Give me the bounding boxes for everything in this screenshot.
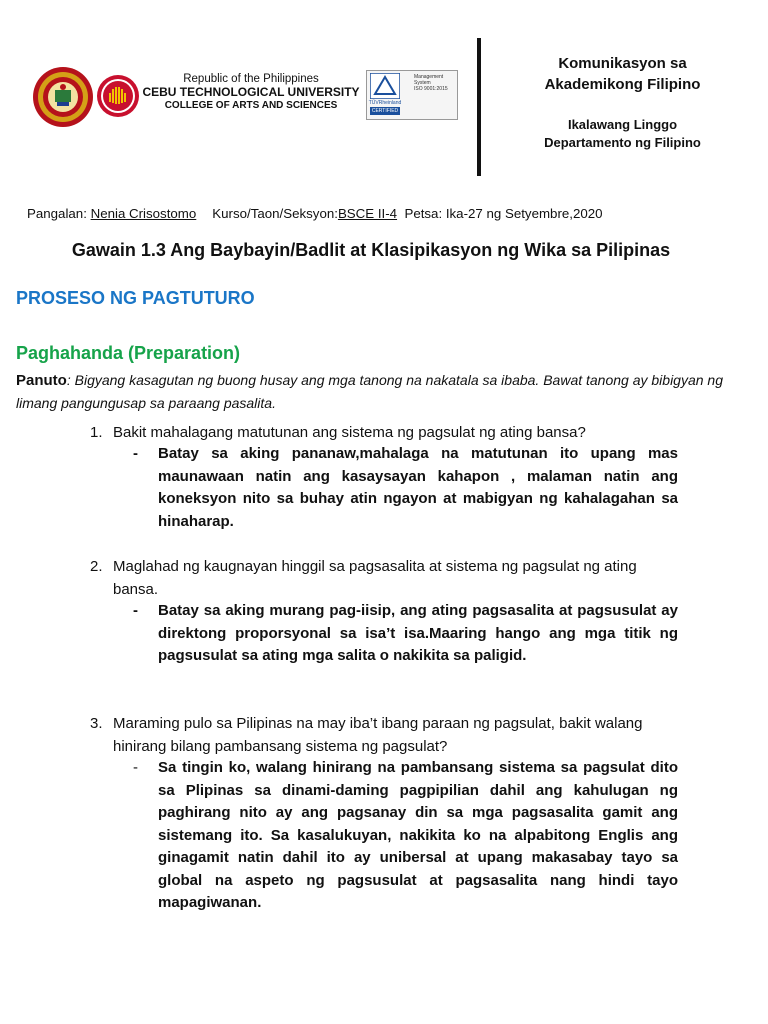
asean-logo-icon: [96, 74, 140, 118]
section-heading: PROSESO NG PAGTUTURO: [16, 288, 255, 308]
answer-bullet: -: [133, 759, 138, 776]
week-department: [500, 116, 745, 152]
cert-brand: TÜVRheinland: [368, 100, 402, 106]
course-title-line-2: Akademikong Filipino: [544, 76, 701, 93]
sub-heading: Paghahanda (Preparation): [16, 343, 241, 363]
answer-bullet: -: [133, 445, 138, 462]
activity-title: Gawain 1.3 Ang Baybayin/Badlit at Klasipikasyon ng Wika sa Pilipinas: [71, 240, 671, 260]
tuv-certification-badge: [366, 70, 456, 118]
university-seal-icon: [32, 66, 94, 128]
answer-text: Batay sa aking pananaw,mahalaga na matutunan ito upang mas maunawaan natin ang kasaysayan kahapon , malaman natin ang koneksyon nito sa buhay atin ngayon at mabigyan ng kahalagahan sa hinaharap.: [158, 445, 678, 530]
question-text: Maraming pulo sa Pilipinas na may iba’t ibang paraan ng pagsulat, bakit walang hinirang bilang pambansang sistema ng pagsulat?: [113, 715, 643, 755]
question-number: 1.: [90, 424, 103, 441]
question-number: 3.: [90, 715, 103, 732]
university-name: CEBU TECHNOLOGICAL UNIVERSITY: [142, 85, 360, 99]
cert-line-1: Management: [414, 74, 444, 80]
name-value: Nenia Crisostomo: [90, 206, 197, 221]
cert-line-2: System: [414, 80, 431, 86]
name-label: Pangalan:: [27, 206, 91, 221]
republic-text: Republic of the Philippines: [183, 73, 319, 85]
question-item: [90, 712, 680, 758]
university-header: [140, 73, 362, 112]
instructions-text: : Bigyang kasagutan ng buong husay ang mga tanong na nakatala sa ibaba. Bawat tanong ay bibigyan ng limang pangungusap sa paraang pasalita.: [16, 372, 724, 411]
answer-bullet: -: [133, 602, 138, 619]
instructions-label: Panuto: [16, 372, 67, 389]
cert-line-3: ISO 9001:2015: [414, 86, 448, 92]
course-label: Kurso/Taon/Seksyon:: [212, 206, 338, 221]
instructions: [16, 369, 731, 415]
department-label: Departamento ng Filipino: [544, 135, 701, 150]
question-number: 2.: [90, 558, 103, 575]
question-item: [90, 421, 680, 444]
answer-text: Batay sa aking murang pag-iisip, ang ating pagsasalita at pagsusulat ay direktong proporsyonal sa isa’t isa.Maaring hango ang mga titik ng pagsusulat sa ating mga salita o nakikita sa paligid.: [158, 602, 678, 664]
course-value: BSCE II-4: [337, 206, 398, 221]
course-title-line-1: Komunikasyon sa: [558, 55, 687, 72]
cert-badge: CERTIFIED: [371, 108, 399, 114]
answer-item: [133, 600, 678, 668]
answer-item: [133, 757, 678, 915]
date-label: Petsa: Ika-27 ng Setyembre,2020: [404, 206, 603, 221]
answer-text: Sa tingin ko, walang hinirang na pambansang sistema sa pagsulat dito sa Plipinas sa dinami-daming pagpipilian dahil ang kahulugan ng paghirang nito ay ang pagsanay din sa mga pagsasalita gamit ang sistemang ito. Sa kasalukuyan, nakikita ko na alpabitong Englis ang ginagamit natin dahil ito ay unibersal at upang makasabay tayo sa global na aspeto ng pagsusulat at pagsasalita nang hindi tayo mapagiwanan.: [158, 759, 678, 911]
week-label: Ikalawang Linggo: [567, 117, 678, 132]
student-info-line: [27, 206, 747, 221]
course-title: [500, 53, 745, 95]
header-divider: [477, 38, 481, 176]
answer-item: [133, 443, 678, 533]
question-item: [90, 555, 680, 601]
question-text: Maglahad ng kaugnayan hinggil sa pagsasalita at sistema ng pagsulat ng ating bansa.: [113, 558, 637, 598]
college-name: COLLEGE OF ARTS AND SCIENCES: [164, 100, 338, 111]
question-text: Bakit mahalagang matutunan ang sistema ng pagsulat ng ating bansa?: [113, 424, 586, 441]
